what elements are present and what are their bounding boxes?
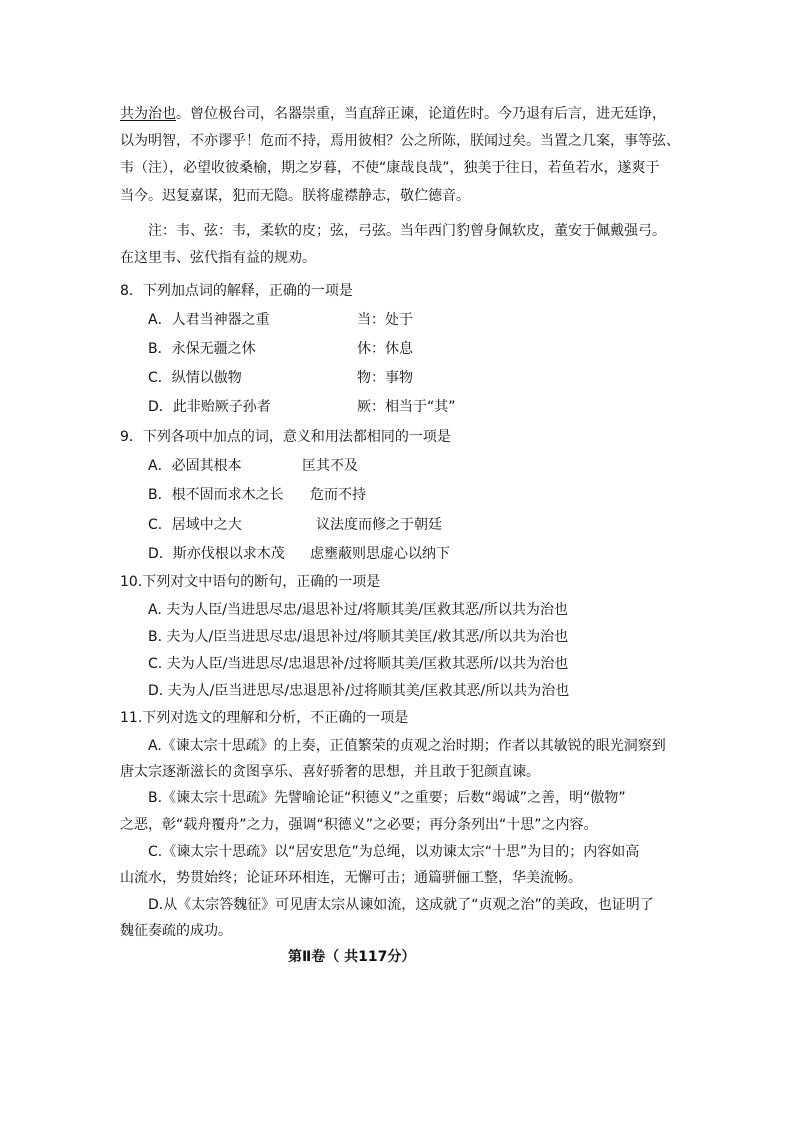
passage-line-2: 以为明智，不亦谬乎！危而不持，焉用彼相？公之所陈，朕闻过矣。当置之几案，事等弦、 <box>120 133 680 149</box>
q9-option-a-pair: 匡其不及 <box>302 458 358 474</box>
q8-option-d: D．此非贻厥子孙者 <box>148 399 271 415</box>
q8-option-b-gloss: 休：休息 <box>357 341 413 357</box>
q9-option-a: A．必固其根本 <box>148 458 242 474</box>
footnote-line-2: 在这里韦、弦代指有益的规劝。 <box>120 250 316 266</box>
q11-option-d-line1: D.从《太宗答魏征》可见唐太宗从谏如流，这成就了“贞观之治”的美政，也证明了 <box>148 897 654 913</box>
q8-option-c-gloss: 物：事物 <box>357 370 413 386</box>
q8-option-b: B．永保无疆之休 <box>148 341 256 357</box>
q11-option-c-line1: C.《谏太宗十思疏》以“居安思危”为总绳，以劝谏太宗“十思”为目的；内容如高 <box>148 844 640 860</box>
section-title: 第Ⅱ卷（ 共117分） <box>288 949 416 965</box>
passage-line-3: 韦（注），必望收彼桑榆，期之岁暮，不使“康哉良哉”，独美于往日，若鱼若水，遂爽于 <box>120 160 660 176</box>
q8-option-a-gloss: 当：处于 <box>357 312 413 328</box>
q10-stem: 10.下列对文中语句的断句，正确的一项是 <box>120 574 381 590</box>
q11-option-a-line2: 唐太宗逐渐滋长的贪图享乐、喜好骄奢的思想，并且敢于犯颜直谏。 <box>120 764 540 780</box>
q11-option-c-line2: 山流水，势贯始终；论证环环相连，无懈可击；通篇骈俪工整，华美流畅。 <box>120 870 582 886</box>
underlined-phrase: 共为治也 <box>120 106 176 122</box>
q9-option-b-pair: 危而不持 <box>310 487 366 503</box>
q9-stem: 9．下列各项中加点的词，意义和用法都相同的一项是 <box>120 429 451 445</box>
q10-option-c: C. 夫为人臣/当进思尽/忠退思补/过将顺其美/匡救其恶所/以共为治也 <box>148 656 569 672</box>
q9-option-d-pair: 虑壅蔽则思虚心以纳下 <box>310 546 450 562</box>
q9-option-c-pair: 议法度而修之于朝廷 <box>316 517 442 533</box>
q8-option-a: A．人君当神器之重 <box>148 312 270 328</box>
q8-option-c: C．纵情以傲物 <box>148 370 242 386</box>
passage-line-1: 共为治也。曾位极台司，名器崇重，当直辞正谏，论道佐时。今乃退有后言，进无廷诤， <box>120 106 666 122</box>
q11-option-a-line1: A.《谏太宗十思疏》的上奏，正值繁荣的贞观之治时期；作者以其敏锐的眼光洞察到 <box>148 738 666 754</box>
q10-option-d: D. 夫为人/臣当进思尽/忠退思补/过将顺其美/匡救其恶/所以共为治也 <box>148 683 570 699</box>
q11-stem: 11.下列对选文的理解和分析，不正确的一项是 <box>120 710 409 726</box>
passage-line-4: 当今。迟复嘉谋，犯而无隐。朕将虚襟静志，敬伫德音。 <box>120 188 470 204</box>
q8-stem: 8．下列加点词的解释，正确的一项是 <box>120 283 353 299</box>
q11-option-b-line1: B.《谏太宗十思疏》先譬喻论证“积德义”之重要；后数“竭诚”之善，明“傲物” <box>148 790 626 806</box>
q10-option-b: B. 夫为人/臣当进思尽忠/退思补过/将顺其美匡/救其恶/所以共为治也 <box>148 629 569 645</box>
q9-option-c: C．居域中之大 <box>148 517 242 533</box>
q10-option-a: A. 夫为人臣/当进思尽忠/退思补过/将顺其美/匡救其恶/所以共为治也 <box>148 602 568 618</box>
q11-option-b-line2: 之恶，彰“载舟覆舟”之力，强调“积德义”之必要；再分条列出“十思”之内容。 <box>120 817 598 833</box>
q9-option-b: B．根不固而求木之长 <box>148 487 284 503</box>
q8-option-d-gloss: 厥：相当于“其” <box>357 399 456 415</box>
footnote-line-1: 注：韦、弦：韦，柔软的皮；弦，弓弦。当年西门豹曾身佩软皮，董安于佩戴强弓。 <box>148 223 666 239</box>
q11-option-d-line2: 魏征奏疏的成功。 <box>120 923 232 939</box>
q9-option-d: D．斯亦伐根以求木茂 <box>148 546 285 562</box>
